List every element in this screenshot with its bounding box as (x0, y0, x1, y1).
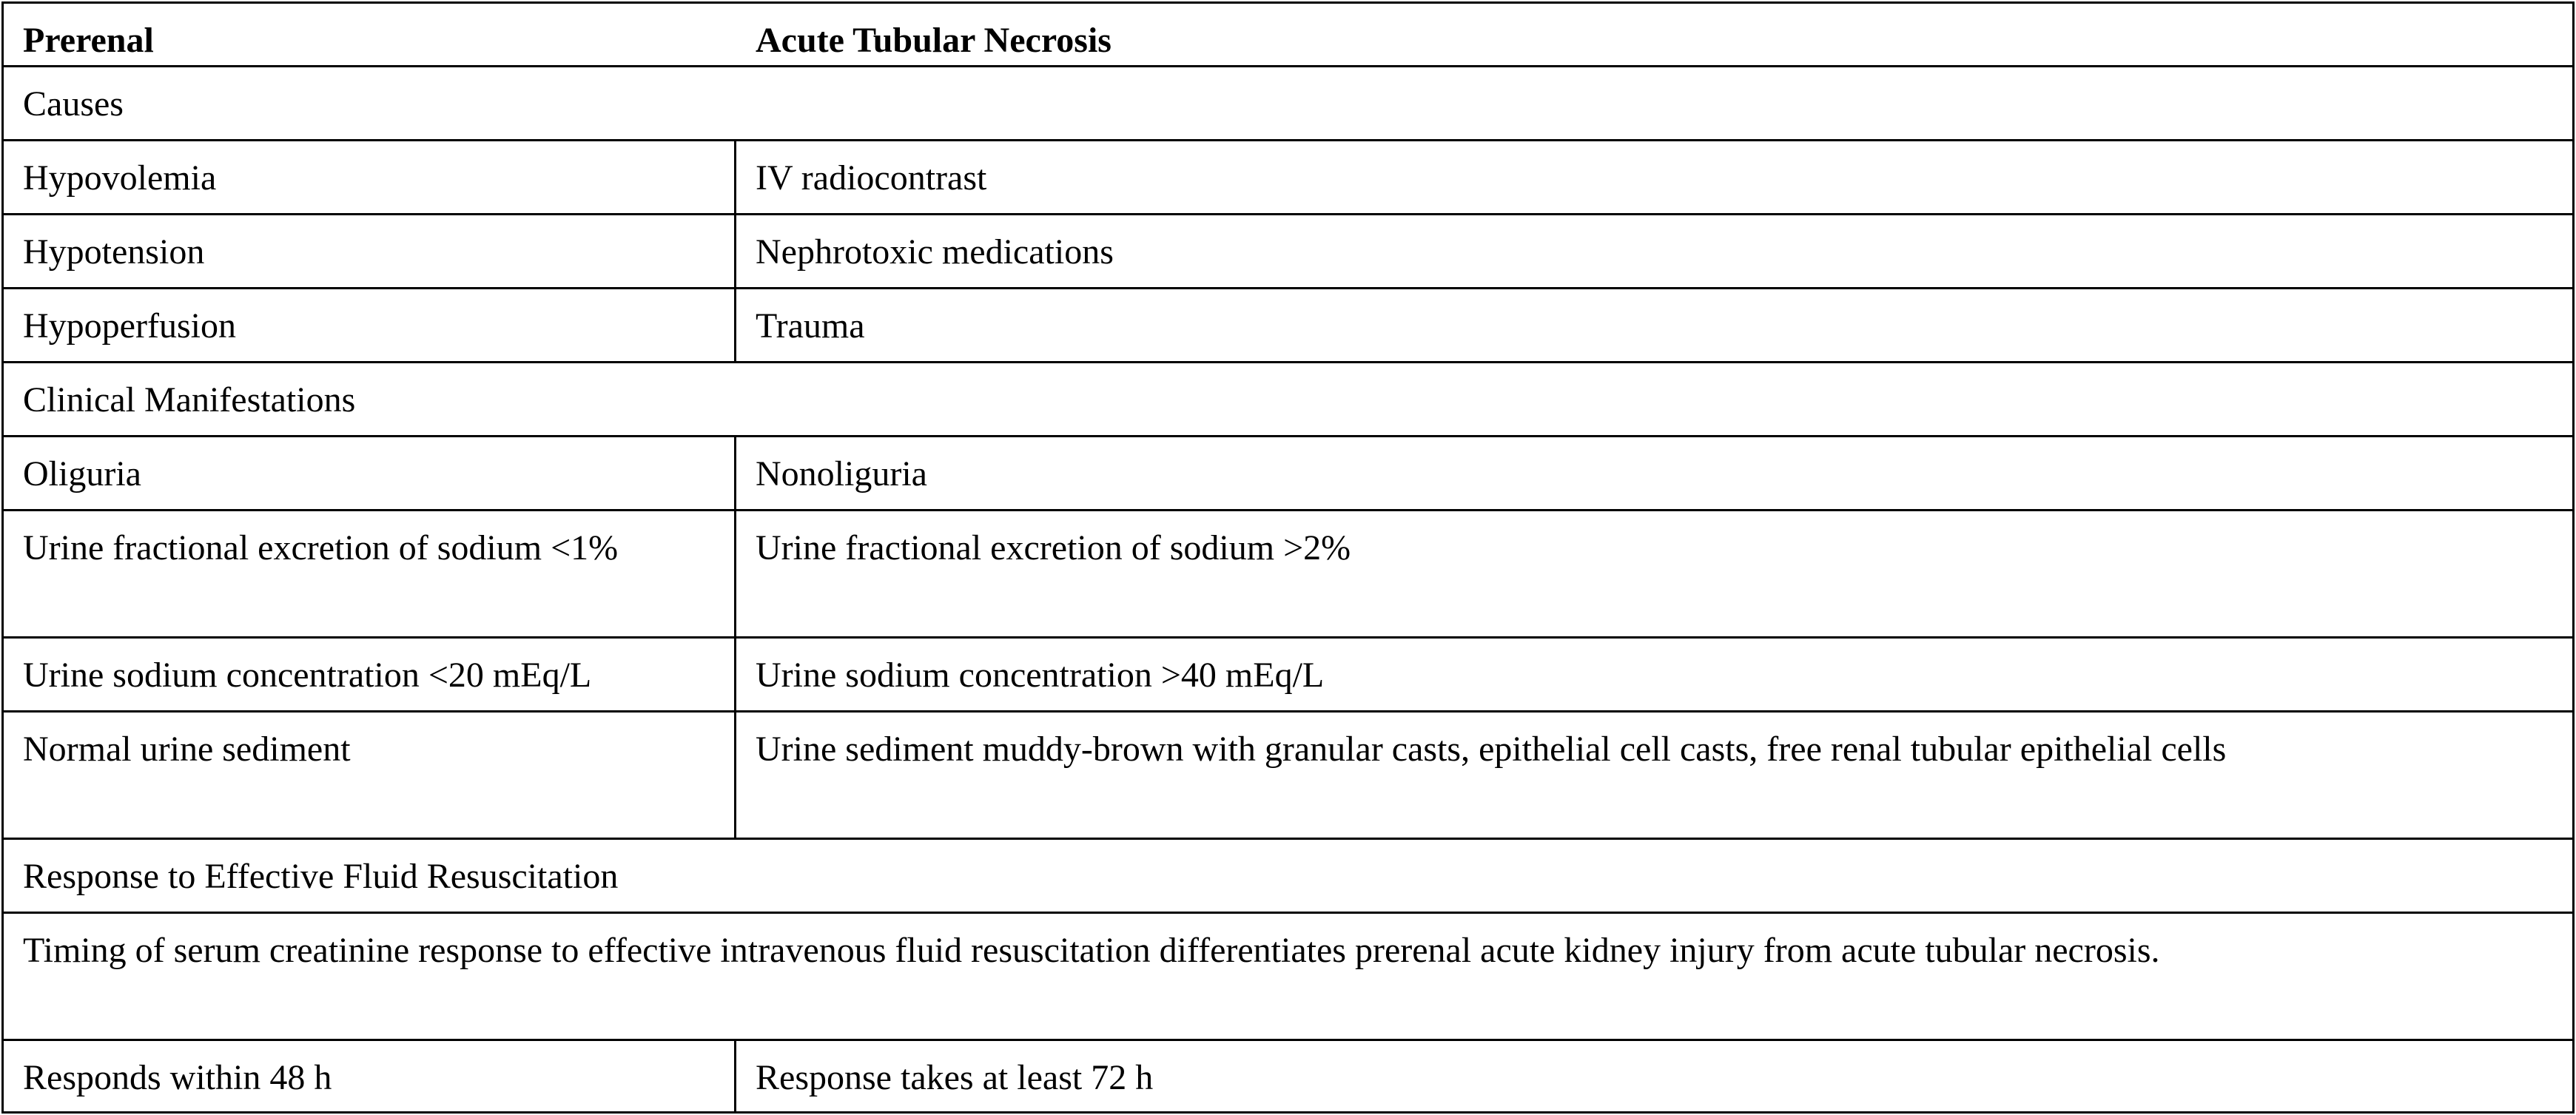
cell-atn: Nephrotoxic medications (756, 232, 1114, 272)
section-label-response: Response to Effective Fluid Resuscitation (23, 857, 619, 896)
table-row (4, 511, 2572, 639)
table-row (4, 713, 2572, 840)
section-row-clinical-manifestations (4, 363, 2572, 437)
cell-prerenal: Normal urine sediment (4, 713, 736, 838)
cell-prerenal: Oliguria (4, 437, 736, 509)
cell-prerenal: Hypovolemia (4, 141, 736, 213)
cell-atn: Urine sodium concentration >40 mEq/L (756, 656, 1325, 695)
header-acute-tubular-necrosis: Acute Tubular Necrosis (756, 21, 1112, 60)
section-row-causes (4, 67, 2572, 141)
section-label-clinical-manifestations: Clinical Manifestations (23, 380, 356, 420)
cell-prerenal: Hypoperfusion (4, 289, 736, 361)
cell-atn: Nonoliguria (756, 454, 927, 494)
cell-prerenal: Responds within 48 h (4, 1041, 736, 1114)
section-label-causes: Causes (23, 84, 124, 124)
table-row (4, 639, 2572, 713)
table-row (4, 1041, 2572, 1114)
table-row (4, 437, 2572, 511)
table-row (4, 141, 2572, 215)
table-header-row (4, 4, 2572, 67)
table-row (4, 215, 2572, 289)
cell-atn: Response takes at least 72 h (756, 1058, 1154, 1097)
comparison-table (1, 1, 2575, 1114)
cell-prerenal: Urine fractional excretion of sodium <1% (4, 511, 736, 636)
response-note: Timing of serum creatinine response to effective intravenous fluid resuscitation differentiates prerenal acute kidney injury from acute tubular necrosis. (23, 931, 2160, 970)
cell-prerenal: Hypotension (4, 215, 736, 287)
section-row-response (4, 840, 2572, 914)
table-row (4, 289, 2572, 363)
cell-atn: Trauma (756, 306, 865, 346)
cell-atn: Urine fractional excretion of sodium >2% (756, 528, 1351, 567)
header-prerenal: Prerenal (23, 21, 154, 60)
table-row-note (4, 914, 2572, 1041)
cell-atn: Urine sediment muddy-brown with granular casts, epithelial cell casts, free renal tubular epithelial cells (756, 730, 2227, 769)
cell-atn: IV radiocontrast (756, 158, 987, 198)
cell-prerenal: Urine sodium concentration <20 mEq/L (4, 639, 736, 710)
